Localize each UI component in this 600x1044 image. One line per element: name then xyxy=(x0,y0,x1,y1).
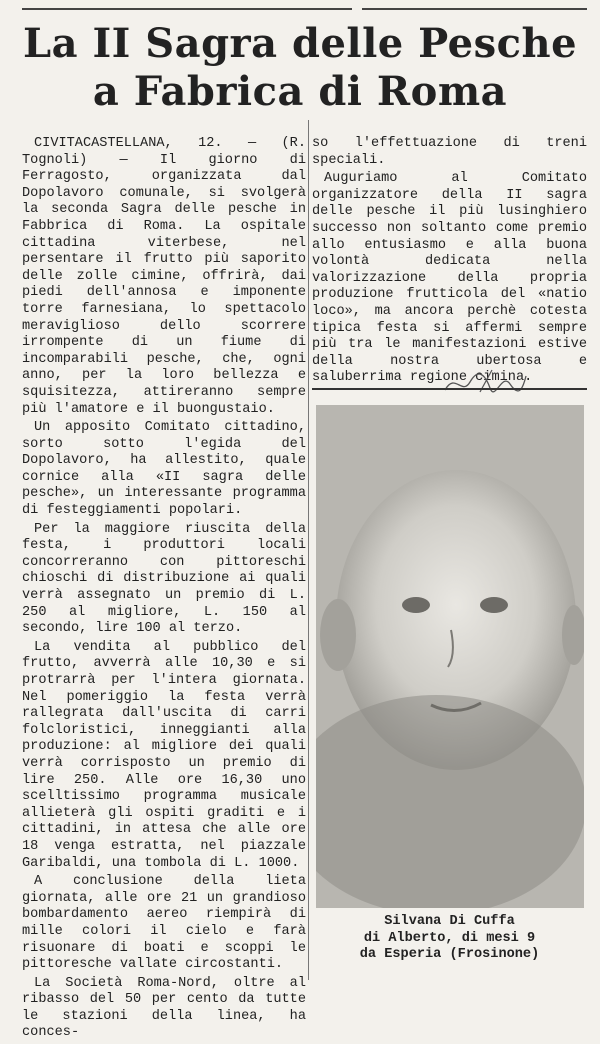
article-column-left xyxy=(22,136,306,1044)
article-paragraph-8: Auguriamo al Comitato organizzatore della II sagra delle pesche il più lusinghiero successo non soltanto come premio allo entusiasmo e alla buona volontà dedicata nella valorizzazione della propria produzione frutticola del «natio loco», ma ancora perchè cotesta tipica festa si affermi sempre più tra le manifestazioni estive della nostra ubertosa e saluberrima regione cimina. xyxy=(312,171,587,386)
caption-name: Silvana Di Cuffa xyxy=(384,914,515,929)
article-paragraph-4: La vendita al pubblico del frutto, avverrà alle 10,30 e si protrarrà per l'intera giornata. Nel pomeriggio la festa verrà rallegrata dall'uscita di carri folcloristici, inneggianti alla produzione: al migliore dei quali verrà corrisposto un premio di lire 250. Alle ore 16,30 uno scelltissimo programma musicale allieterà gli ospiti graditi e i cittadini, in attesa che alle ore 18 venga estratta, nel piazzale Garibaldi, una tombola di L. 1000. xyxy=(22,639,306,871)
headline-line-2: a Fabrica di Roma xyxy=(92,68,508,115)
caption-place: da Esperia (Frosinone) xyxy=(359,947,540,963)
article-paragraph-1 xyxy=(22,136,306,418)
article-paragraph-7: so l'effettuazione di treni speciali. xyxy=(312,136,587,168)
caption-parent-age: di Alberto, di mesi 9 xyxy=(363,930,536,946)
dateline: CIVITACASTELLANA, 12. — xyxy=(34,136,257,151)
article-paragraph-1-text: (R. Tognoli) — Il giorno di Ferragosto, organizzata dal Dopolavoro comunale, si svolgerà la seconda Sagra delle pesche in Fabbrica di Roma. La ospitale cittadina viterbese, nel persentare il frutto più saporito delle zolle cimine, offrirà, dai piedi dell'annosa e imponente torre farnesiana, lo spettacolo meraviglioso dello scorrere irrompente di un fiume di incomparabili pesche, che, ogni anno, per la loro bellezza e squisitezza, attireranno sempre più l'amatore e il buongustaio. xyxy=(22,136,306,417)
headline xyxy=(0,20,600,116)
article-paragraph-6: La Società Roma-Nord, oltre al ribasso del 50 per cento da tutte le stazioni della linea, ha conces- xyxy=(22,975,306,1041)
article-column-right xyxy=(312,136,587,389)
photo-caption xyxy=(312,914,587,964)
article-paragraph-3: Per la maggiore riuscita della festa, i produttori locali concorreranno con pittoreschi chioschi di distribuzione ai quali verrà assegnato un premio di L. 250 al migliore, L. 150 al secondo, lire 100 al terzo. xyxy=(22,521,306,637)
baby-portrait-photo xyxy=(316,405,584,908)
photo-top-rule xyxy=(312,388,587,390)
handwritten-signature xyxy=(440,362,530,402)
top-rule-left xyxy=(22,8,352,10)
column-divider xyxy=(308,120,309,980)
headline-line-1: La II Sagra delle Pesche xyxy=(22,20,578,67)
top-rule-right xyxy=(362,8,587,10)
article-paragraph-2: Un apposito Comitato cittadino, sorto sotto l'egida del Dopolavoro, ha allestito, quale cornice alla «II sagra delle pesche», un interessante programma di festeggiamenti popolari. xyxy=(22,420,306,519)
article-paragraph-5: A conclusione della lieta giornata, alle ore 21 un grandioso bombardamento aereo riempirà di mille colori il cielo e farà risuonare di boati e scoppi le pittoresche vallate circostanti. xyxy=(22,874,306,973)
